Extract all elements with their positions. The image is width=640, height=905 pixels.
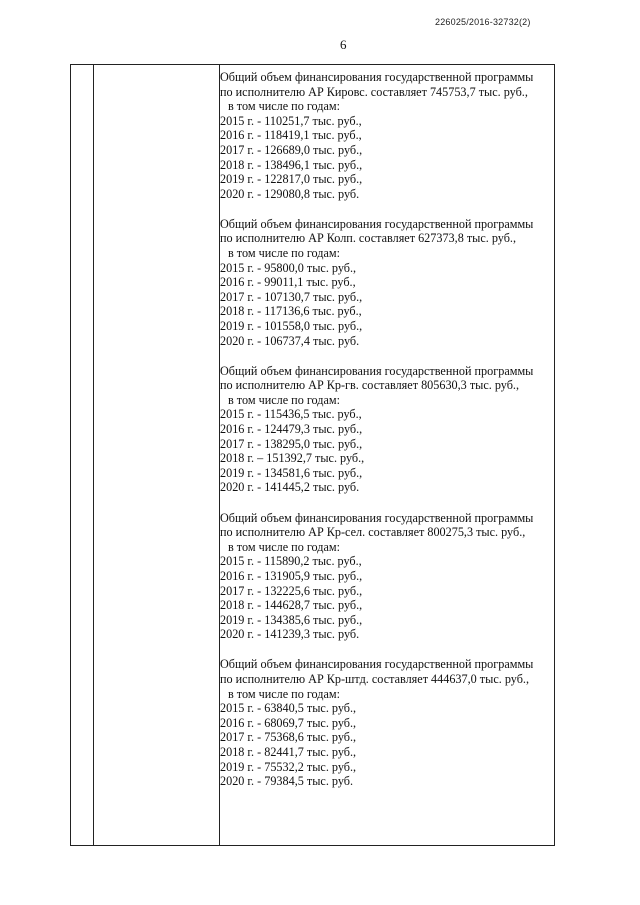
block-executor-line: по исполнителю АР Колп. составляет 627373,8 тыс. руб., <box>220 231 517 246</box>
block-heading-line: Общий объем финансирования государственной программы <box>220 216 534 231</box>
year-row: 2020 г. - 106737,4 тыс. руб. <box>220 333 360 348</box>
year-row: 2020 г. - 129080,8 тыс. руб. <box>220 186 360 201</box>
block-heading-line: Общий объем финансирования государственной программы <box>220 657 534 672</box>
block-executor-line: по исполнителю АР Кр-сел. составляет 800275,3 тыс. руб., <box>220 525 526 540</box>
financing-block-krasnoselsky <box>220 511 550 642</box>
year-row: 2015 г. - 115436,5 тыс. руб., <box>220 407 362 422</box>
year-row: 2015 г. - 63840,5 тыс. руб., <box>220 701 357 716</box>
block-by-years-line: в том числе по годам: <box>228 99 340 114</box>
year-row: 2019 г. - 134385,6 тыс. руб., <box>220 612 363 627</box>
block-executor-line: по исполнителю АР Кировс. составляет 745753,7 тыс. руб., <box>220 84 528 99</box>
block-by-years-line: в том числе по годам: <box>228 392 340 407</box>
year-row: 2017 г. - 107130,7 тыс. руб., <box>220 289 363 304</box>
financing-block-kirovsky <box>220 70 550 201</box>
year-row: 2019 г. - 75532,2 тыс. руб., <box>220 759 357 774</box>
financing-block-krasnogvardeysky <box>220 364 550 495</box>
block-executor-line: по исполнителю АР Кр-гв. составляет 805630,3 тыс. руб., <box>220 378 519 393</box>
year-row: 2017 г. - 126689,0 тыс. руб., <box>220 142 363 157</box>
year-row: 2018 г. - 82441,7 тыс. руб., <box>220 744 357 759</box>
year-row: 2015 г. - 110251,7 тыс. руб., <box>220 113 362 128</box>
year-row: 2020 г. - 141239,3 тыс. руб. <box>220 627 360 642</box>
year-row: 2018 г. - 144628,7 тыс. руб., <box>220 598 363 613</box>
year-row: 2016 г. - 99011,1 тыс. руб., <box>220 275 356 290</box>
year-row: 2018 г. - 117136,6 тыс. руб., <box>220 304 362 319</box>
year-row: 2019 г. - 101558,0 тыс. руб., <box>220 319 363 333</box>
year-row: 2017 г. - 75368,6 тыс. руб., <box>220 730 357 745</box>
year-row: 2016 г. - 131905,9 тыс. руб., <box>220 568 363 583</box>
block-by-years-line: в том числе по годам: <box>228 539 340 554</box>
year-row: 2019 г. - 122817,0 тыс. руб., <box>220 172 363 187</box>
document-code: 226025/2016-32732(2) <box>435 17 531 27</box>
financing-block-kolpinsky <box>220 217 550 348</box>
year-row: 2018 г. - 138496,1 тыс. руб., <box>220 157 363 172</box>
financing-block-kronshtadtsky <box>220 657 550 788</box>
year-row: 2017 г. - 138295,0 тыс. руб., <box>220 436 363 451</box>
financing-text-column <box>220 70 550 804</box>
block-heading-line: Общий объем финансирования государственной программы <box>220 363 534 378</box>
year-row: 2017 г. - 132225,6 тыс. руб., <box>220 583 363 598</box>
block-executor-line: по исполнителю АР Кр-штд. составляет 444637,0 тыс. руб., <box>220 671 529 686</box>
year-row: 2020 г. - 141445,2 тыс. руб. <box>220 480 360 495</box>
page-number: 6 <box>340 37 347 52</box>
block-heading-line: Общий объем финансирования государственной программы <box>220 510 534 525</box>
year-row: 2015 г. - 95800,0 тыс. руб., <box>220 260 357 275</box>
year-row: 2016 г. - 68069,7 тыс. руб., <box>220 715 357 730</box>
year-row: 2018 г. – 151392,7 тыс. руб., <box>220 451 365 466</box>
block-by-years-line: в том числе по годам: <box>228 686 340 701</box>
column-divider-1 <box>93 65 94 845</box>
year-row: 2020 г. - 79384,5 тыс. руб. <box>220 774 354 789</box>
block-by-years-line: в том числе по годам: <box>228 246 340 261</box>
year-row: 2015 г. - 115890,2 тыс. руб., <box>220 554 362 569</box>
year-row: 2016 г. - 118419,1 тыс. руб., <box>220 128 362 143</box>
year-row: 2016 г. - 124479,3 тыс. руб., <box>220 422 363 437</box>
block-heading-line: Общий объем финансирования государственной программы <box>220 70 534 84</box>
year-row: 2019 г. - 134581,6 тыс. руб., <box>220 465 363 480</box>
